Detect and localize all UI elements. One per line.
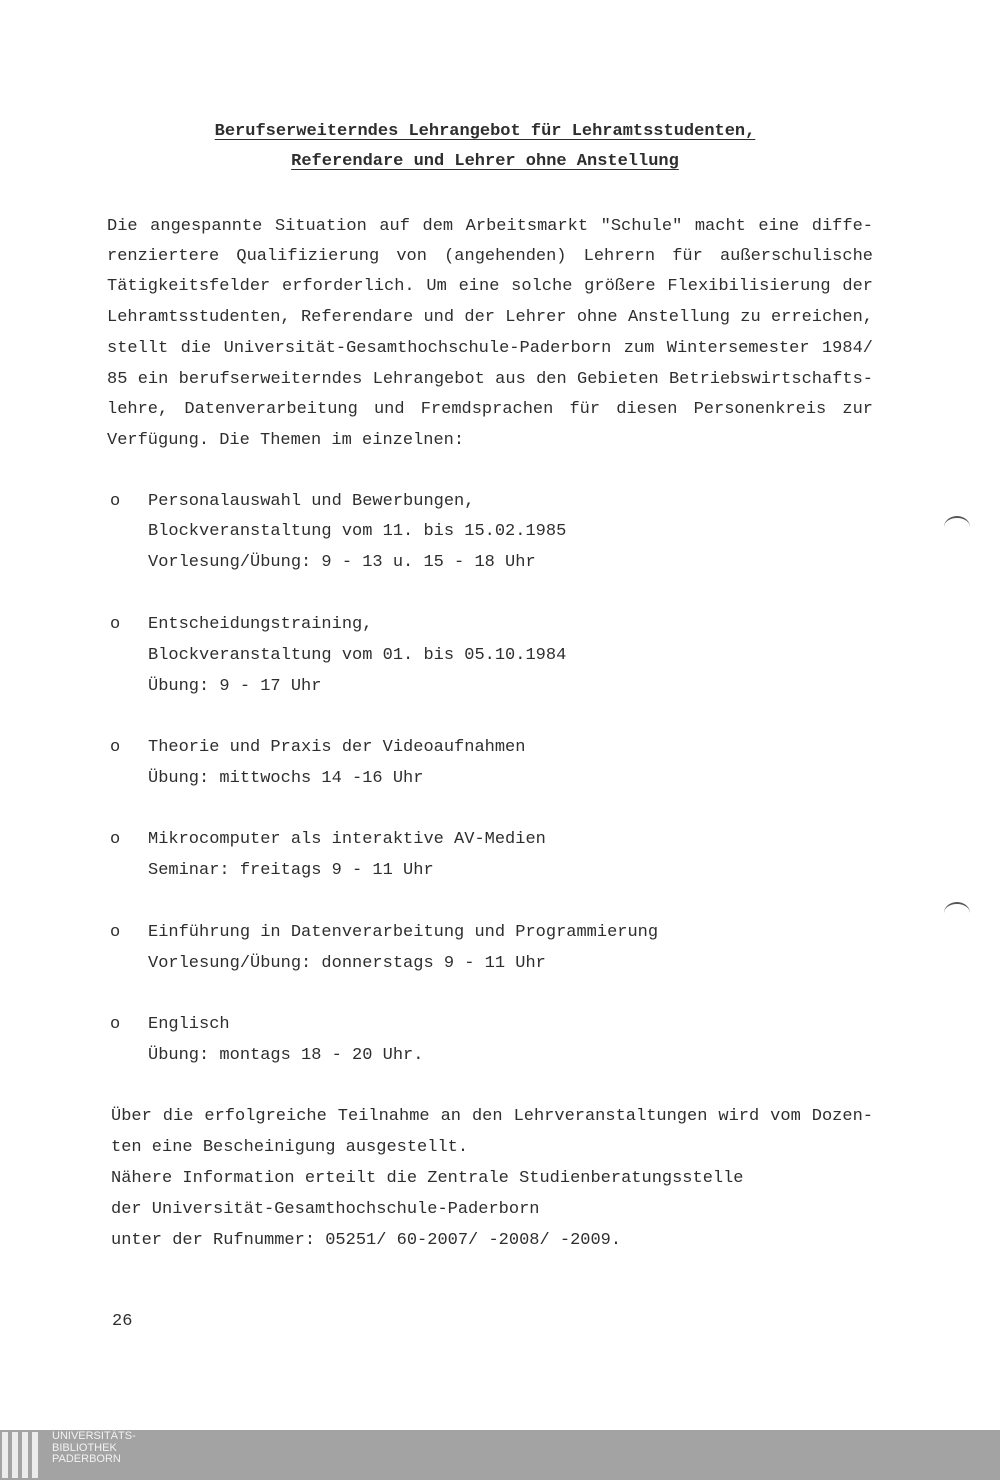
intro-line: Verfügung. Die Themen im einzelnen: [107,431,465,450]
library-logo-icon [2,1432,42,1484]
bullet: o [110,615,121,634]
logo-line: PADERBORN [52,1453,121,1465]
course-detail: Vorlesung/Übung: donnerstags 9 - 11 Uhr [148,954,546,973]
closing-line: der Universität-Gesamthochschule-Paderborn [111,1200,540,1219]
library-footer-bar [0,1430,1000,1480]
course-detail: Blockveranstaltung vom 01. bis 05.10.1984 [148,646,567,665]
intro-line: Tätigkeitsfelder erforderlich. Um eine solche größere Flexibilisierung der [107,277,873,296]
closing-line: Über die erfolgreiche Teilnahme an den Lehrveranstaltungen wird vom Dozen- [111,1107,873,1126]
course-title: Theorie und Praxis der Videoaufnahmen [148,738,526,757]
course-detail: Vorlesung/Übung: 9 - 13 u. 15 - 18 Uhr [148,553,536,572]
intro-line: stellt die Universität-Gesamthochschule-Paderborn zum Wintersemester 1984/ [107,339,873,358]
bullet: o [110,923,121,942]
closing-line: ten eine Bescheinigung ausgestellt. [111,1138,469,1157]
logo-line: UNIVERSITÄTS- [52,1430,136,1442]
course-title: Einführung in Datenverarbeitung und Programmierung [148,923,659,942]
closing-line: unter der Rufnummer: 05251/ 60-2007/ -2008/ -2009. [111,1231,622,1250]
course-title: Englisch [148,1015,230,1034]
course-detail: Seminar: freitags 9 - 11 Uhr [148,861,434,880]
course-detail: Übung: montags 18 - 20 Uhr. [148,1046,424,1065]
course-detail: Blockveranstaltung vom 11. bis 15.02.1985 [148,522,567,541]
bullet: o [110,738,121,757]
intro-line: renziertere Qualifizierung von (angehenden) Lehrern für außerschulische [107,247,873,266]
intro-line: lehre, Datenverarbeitung und Fremdsprachen für diesen Personenkreis zur [107,400,873,419]
course-title: Entscheidungstraining, [148,615,373,634]
bullet: o [110,830,121,849]
intro-line: Die angespannte Situation auf dem Arbeitsmarkt "Schule" macht eine diffe- [107,217,873,236]
intro-line: Lehramtsstudenten, Referendare und der Lehrer ohne Anstellung zu erreichen, [107,308,873,327]
course-title: Mikrocomputer als interaktive AV-Medien [148,830,546,849]
document-title-line2: Referendare und Lehrer ohne Anstellung [291,152,679,171]
punch-hole-mark [944,516,970,538]
bullet: o [110,492,121,511]
course-title: Personalauswahl und Bewerbungen, [148,492,475,511]
closing-line: Nähere Information erteilt die Zentrale Studienberatungsstelle [111,1169,744,1188]
punch-hole-mark [944,902,970,924]
intro-line: 85 ein berufserweiterndes Lehrangebot aus den Gebieten Betriebswirtschafts- [107,370,873,389]
course-detail: Übung: mittwochs 14 -16 Uhr [148,769,424,788]
page-number: 26 [112,1312,133,1331]
logo-line: BIBLIOTHEK [52,1441,117,1454]
bullet: o [110,1015,121,1034]
course-detail: Übung: 9 - 17 Uhr [148,677,322,696]
library-logo-text [52,1431,136,1466]
document-title-line1: Berufserweiterndes Lehrangebot für Lehramtsstudenten, [214,122,756,141]
